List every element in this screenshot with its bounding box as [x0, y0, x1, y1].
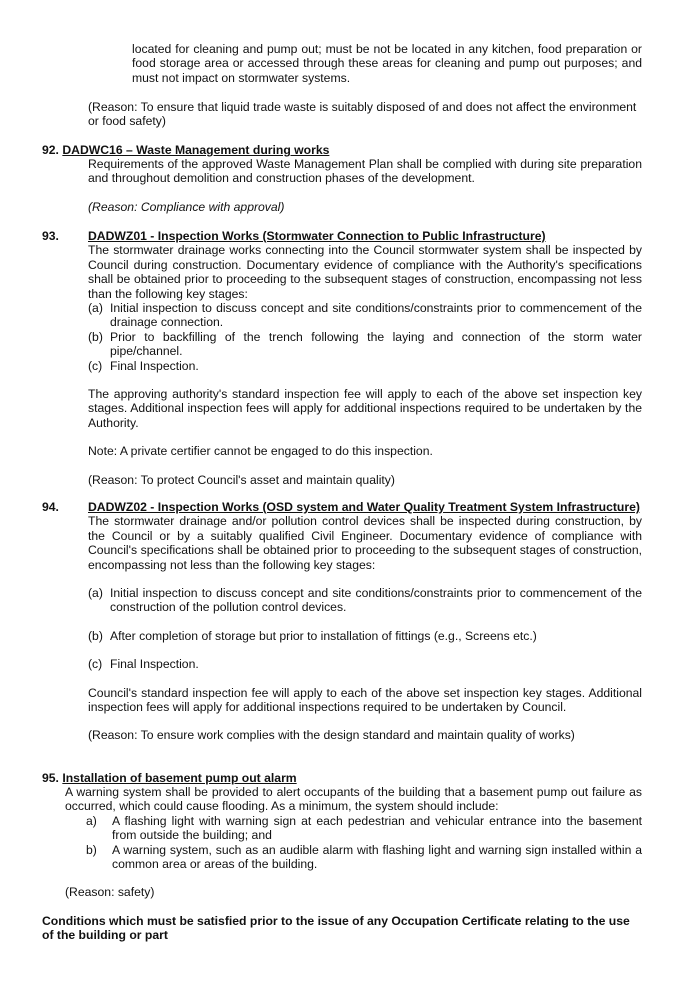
intro-reason: (Reason: To ensure that liquid trade waste is suitably disposed of and does not affect the environment or food safety) [88, 100, 637, 129]
condition-95-number: 95. [42, 771, 59, 785]
intro-section [132, 42, 642, 85]
condition-94-reason: (Reason: To ensure work complies with the design standard and maintain quality of works) [88, 728, 575, 743]
condition-92-reason: (Reason: Compliance with approval) [88, 199, 285, 214]
list-item-label: (a) [88, 301, 103, 316]
condition-92-number: 92. [42, 143, 59, 157]
list-item-label: b) [86, 842, 97, 857]
condition-95-reason: (Reason: safety) [65, 885, 155, 900]
list-item-text: After completion of storage but prior to installation of fittings (e.g., Screens etc.) [110, 628, 537, 643]
intro-continuation: located for cleaning and pump out; must be not be located in any kitchen, food preparation or food storage area or accessed through these areas for cleaning and pump out purposes; and must not impact on stormwater systems. [132, 42, 642, 85]
list-item-label: a) [86, 813, 97, 828]
condition-92-title: DADWC16 – Waste Management during works [62, 143, 330, 157]
condition-94-fee: Council's standard inspection fee will apply to each of the above set inspection key stages. Additional inspection fees will apply for additional inspections required to be undertaken by Council. [88, 685, 642, 715]
list-item-label: (b) [88, 628, 103, 643]
condition-93-number: 93. [42, 229, 59, 243]
condition-92-body: Requirements of the approved Waste Management Plan shall be complied with during site preparation and throughout demolition and construction phases of the development. [88, 157, 642, 186]
condition-93-item-c [88, 359, 642, 373]
intro-reason-block [88, 100, 642, 129]
condition-93-note: Note: A private certifier cannot be engaged to do this inspection. [88, 444, 433, 459]
section-heading-block [42, 914, 642, 943]
list-item-text: Final Inspection. [110, 358, 199, 373]
condition-94 [88, 500, 642, 743]
condition-94-number: 94. [42, 500, 59, 514]
condition-93-title: DADWZ01 - Inspection Works (Stormwater Connection to Public Infrastructure) [88, 229, 546, 243]
list-item-text: Prior to backfilling of the trench following the laying and connection of the storm water pipe/channel. [110, 329, 642, 359]
condition-95-title: Installation of basement pump out alarm [62, 771, 297, 785]
condition-92-body-block [88, 157, 642, 214]
list-item-text: Initial inspection to discuss concept and site conditions/constraints prior to commencement of the drainage connection. [110, 301, 642, 330]
condition-95-body: A warning system shall be provided to alert occupants of the building that a basement pump out failure as occurred, which could cause flooding. As a minimum, the system should include: [65, 785, 642, 814]
section-heading: Conditions which must be satisfied prior to the issue of any Occupation Certificate relating to the use of the building or part [42, 914, 630, 943]
condition-94-item-c [88, 657, 642, 671]
condition-95-item-a [86, 814, 642, 843]
list-item-text: Final Inspection. [110, 657, 199, 672]
condition-95-list [65, 814, 642, 872]
condition-93-item-a [88, 301, 642, 330]
list-item-label: (a) [88, 586, 103, 601]
condition-93-body: The stormwater drainage works connecting into the Council stormwater system shall be inspected by Council during construction. Documentary evidence of compliance with the Authority's specifications shall be obtained prior to proceeding to the subsequent stages of construction, encompassing not less than the following key stages: [88, 243, 642, 301]
condition-93-reason: (Reason: To protect Council's asset and maintain quality) [88, 472, 395, 487]
list-item-text: A warning system, such as an audible alarm with flashing light and warning sign installed within a common area or areas of the building. [112, 842, 642, 872]
condition-92-heading [42, 143, 642, 157]
condition-92 [42, 143, 642, 157]
condition-94-body: The stormwater drainage and/or pollution control devices shall be inspected during construction, by the Council or by a suitably qualified Civil Engineer. Documentary evidence of compliance with Council's specifications shall be obtained prior to proceeding to the subsequent stages of construction, encompassing not less than the following key stages: [88, 514, 642, 572]
list-item-label: (b) [88, 329, 103, 344]
condition-93 [88, 229, 642, 487]
condition-94-title: DADWZ02 - Inspection Works (OSD system and Water Quality Treatment System Infrastructure) [88, 500, 640, 514]
list-item-label: (c) [88, 657, 103, 672]
list-item-label: (c) [88, 358, 103, 373]
condition-95-body-block [65, 785, 642, 900]
list-item-text: A flashing light with warning sign at each pedestrian and vehicular entrance into the basement from outside the building; and [112, 813, 642, 843]
condition-93-item-b [88, 330, 642, 359]
condition-95-item-b [86, 843, 642, 872]
condition-94-item-b [88, 629, 642, 643]
condition-95-heading [42, 771, 642, 785]
condition-95 [42, 771, 642, 785]
list-item-text: Initial inspection to discuss concept and site conditions/constraints prior to commencement of the construction of the pollution control devices. [110, 586, 642, 615]
condition-94-item-a [88, 586, 642, 615]
condition-93-fee: The approving authority's standard inspection fee will apply to each of the above set inspection key stages. Additional inspection fees will apply for additional inspections required to be undertaken by the Authority. [88, 387, 642, 430]
